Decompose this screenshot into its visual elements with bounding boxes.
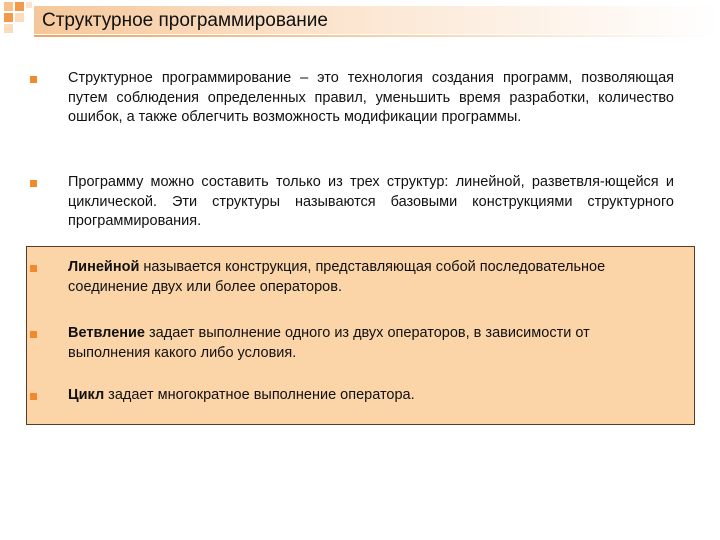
- slide-title: Структурное программирование: [42, 10, 328, 31]
- decor-square: [26, 2, 32, 8]
- definition-linear: [68, 258, 674, 297]
- intro-paragraph-1: Структурное программирование – это технология создания программ, позволяющая путем соблюдения определенных правил, уменьшить время разработки, количество ошибок, а также облегчить возможность модификации программы.: [68, 70, 674, 125]
- decor-square: [4, 13, 13, 22]
- bullet-icon: [30, 180, 37, 187]
- definition-term: Ветвление: [68, 325, 145, 341]
- bullet-icon: [30, 393, 37, 400]
- bullet-icon: [30, 331, 37, 338]
- definition-term: Цикл: [68, 387, 105, 403]
- definition-text: называется конструкция, представляющая собой последовательное соединение двух или более операторов.: [68, 259, 606, 295]
- definition-branch: [68, 324, 674, 363]
- title-underline: [34, 35, 720, 37]
- bullet-icon: [30, 76, 37, 83]
- definition-term: Линейной: [68, 259, 140, 275]
- decor-square: [4, 24, 13, 33]
- decor-square: [15, 13, 24, 22]
- definition-loop: [68, 386, 674, 406]
- decor-square: [4, 2, 13, 11]
- decor-square: [15, 2, 24, 11]
- bullet-icon: [30, 265, 37, 272]
- intro-paragraph-2: Программу можно составить только из трех структур: линейной, разветвля-ющейся и циклической. Эти структуры называются базовыми конструкциями структурного программирования.: [68, 174, 674, 229]
- definition-text: задает многократное выполнение оператора.: [104, 387, 415, 403]
- definition-text: задает выполнение одного из двух операторов, в зависимости от выполнения какого либо условия.: [68, 325, 590, 361]
